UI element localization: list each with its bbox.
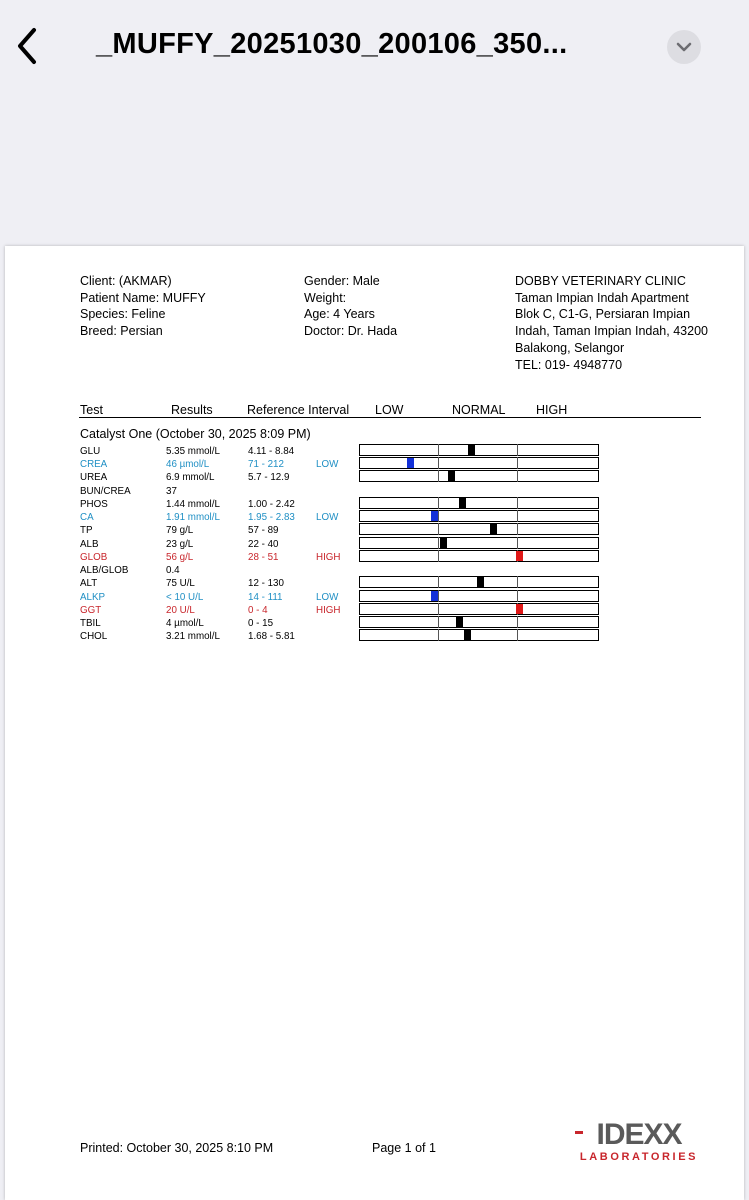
gauge-low-boundary	[438, 523, 439, 535]
options-button[interactable]	[667, 30, 701, 64]
back-chevron-icon[interactable]	[14, 26, 44, 66]
row-value-marker	[407, 458, 414, 468]
gauge-high-boundary	[517, 616, 518, 628]
row-range-gauge	[359, 550, 599, 562]
row-flag: LOW	[316, 512, 339, 523]
row-result: 46 µmol/L	[166, 459, 210, 470]
row-result: 37	[166, 486, 177, 497]
chevron-down-icon	[667, 30, 701, 64]
row-test-name: GLOB	[80, 552, 108, 563]
row-flag: LOW	[316, 459, 339, 470]
row-test-name: TP	[80, 525, 93, 536]
row-result: 75 U/L	[166, 578, 195, 589]
row-test-name: PHOS	[80, 499, 108, 510]
row-result: 23 g/L	[166, 539, 194, 550]
document-title: _MUFFY_20251030_200106_350...	[96, 28, 568, 60]
row-result: 6.9 mmol/L	[166, 472, 215, 483]
section-title: Catalyst One (October 30, 2025 8:09 PM)	[80, 427, 311, 441]
row-result: 3.21 mmol/L	[166, 631, 220, 642]
row-value-marker	[440, 538, 447, 548]
row-test-name: ALKP	[80, 592, 106, 603]
row-test-name: GLU	[80, 446, 101, 457]
row-reference: 5.7 - 12.9	[248, 472, 290, 483]
gauge-low-boundary	[438, 576, 439, 588]
logo-wordmark: IDEXX	[596, 1118, 682, 1151]
row-range-gauge	[359, 497, 599, 509]
column-header-results: Results	[171, 403, 213, 417]
row-test-name: TBIL	[80, 618, 101, 629]
row-test-name: CA	[80, 512, 94, 523]
gauge-low-boundary	[438, 457, 439, 469]
species: Species: Feline	[80, 307, 166, 322]
row-result: 1.44 mmol/L	[166, 499, 220, 510]
row-reference: 71 - 212	[248, 459, 284, 470]
clinic-address-line: Taman Impian Indah Apartment	[515, 290, 689, 305]
row-value-marker	[490, 524, 497, 534]
row-range-gauge	[359, 603, 599, 615]
client-info	[80, 273, 206, 340]
row-result: 56 g/L	[166, 552, 194, 563]
age: Age: 4 Years	[304, 307, 375, 322]
gauge-low-boundary	[438, 629, 439, 641]
row-flag: HIGH	[316, 605, 341, 616]
row-value-marker	[477, 577, 484, 587]
gauge-high-boundary	[517, 629, 518, 641]
gauge-low-boundary	[438, 444, 439, 456]
row-test-name: GGT	[80, 605, 102, 616]
row-range-gauge	[359, 470, 599, 482]
clinic-phone: TEL: 019- 4948770	[515, 357, 623, 372]
row-range-gauge	[359, 510, 599, 522]
column-header-normal: NORMAL	[452, 403, 506, 417]
row-flag: LOW	[316, 592, 339, 603]
gauge-high-boundary	[517, 470, 518, 482]
gauge-low-boundary	[438, 603, 439, 615]
row-value-marker	[456, 617, 463, 627]
gauge-high-boundary	[517, 457, 518, 469]
gauge-high-boundary	[517, 576, 518, 588]
gauge-high-boundary	[517, 537, 518, 549]
row-value-marker	[431, 511, 438, 521]
row-range-gauge	[359, 576, 599, 588]
row-reference: 12 - 130	[248, 578, 284, 589]
row-value-marker	[448, 471, 455, 481]
row-range-gauge	[359, 457, 599, 469]
idexx-logo	[575, 1118, 703, 1164]
breed: Breed: Persian	[80, 324, 163, 339]
row-value-marker	[468, 445, 475, 455]
row-range-gauge	[359, 444, 599, 456]
row-result: 0.4	[166, 565, 180, 576]
column-header-test: Test	[80, 403, 103, 417]
row-range-gauge	[359, 616, 599, 628]
top-bar	[0, 0, 749, 95]
clinic-address-line: Blok C, C1-G, Persiaran Impian	[515, 307, 691, 322]
doctor: Doctor: Dr. Hada	[304, 324, 398, 339]
row-range-gauge	[359, 590, 599, 602]
row-result: 20 U/L	[166, 605, 195, 616]
logo-subtitle: LABORATORIES	[579, 1151, 699, 1163]
row-test-name: BUN/CREA	[80, 486, 131, 497]
clinic-address-line: Balakong, Selangor	[515, 340, 625, 355]
row-test-name: CREA	[80, 459, 108, 470]
row-reference: 14 - 111	[248, 592, 283, 603]
row-test-name: ALB/GLOB	[80, 565, 129, 576]
row-flag: HIGH	[316, 552, 341, 563]
row-range-gauge	[359, 629, 599, 641]
row-reference: 4.11 - 8.84	[248, 446, 295, 457]
column-header-low: LOW	[375, 403, 404, 417]
row-result: 79 g/L	[166, 525, 194, 536]
column-header-high: HIGH	[536, 403, 568, 417]
clinic-address-line: Indah, Taman Impian Indah, 43200	[515, 324, 708, 339]
row-value-marker	[516, 604, 523, 614]
report-page	[5, 246, 744, 1200]
row-reference: 0 - 4	[248, 605, 268, 616]
page-number: Page 1 of 1	[372, 1141, 436, 1155]
row-test-name: ALT	[80, 578, 98, 589]
header-divider	[79, 417, 701, 418]
weight: Weight:	[304, 290, 347, 305]
row-test-name: UREA	[80, 472, 108, 483]
row-range-gauge	[359, 523, 599, 535]
row-reference: 28 - 51	[248, 552, 279, 563]
gauge-low-boundary	[438, 497, 439, 509]
gauge-low-boundary	[438, 510, 439, 522]
client-name: Client: (AKMAR)	[80, 274, 172, 288]
gauge-low-boundary	[438, 550, 439, 562]
gauge-high-boundary	[517, 497, 518, 509]
gauge-high-boundary	[517, 510, 518, 522]
row-result: 4 µmol/L	[166, 618, 204, 629]
gender: Gender: Male	[304, 274, 380, 288]
row-test-name: ALB	[80, 539, 99, 550]
row-value-marker	[464, 630, 471, 640]
patient-name: Patient Name: MUFFY	[80, 290, 206, 305]
row-value-marker	[431, 591, 438, 601]
row-reference: 0 - 15	[248, 618, 274, 629]
row-range-gauge	[359, 537, 599, 549]
row-result: 5.35 mmol/L	[166, 446, 220, 457]
row-value-marker	[459, 498, 466, 508]
row-reference: 22 - 40	[248, 539, 279, 550]
logo-red-bar	[575, 1131, 583, 1134]
gauge-high-boundary	[517, 444, 518, 456]
row-reference: 57 - 89	[248, 525, 279, 536]
row-reference: 1.00 - 2.42	[248, 499, 295, 510]
gauge-low-boundary	[438, 616, 439, 628]
row-value-marker	[516, 551, 523, 561]
row-test-name: CHOL	[80, 631, 108, 642]
row-result: 1.91 mmol/L	[166, 512, 220, 523]
column-header-reference: Reference Interval	[247, 403, 350, 417]
gauge-low-boundary	[438, 470, 439, 482]
clinic-name: DOBBY VETERINARY CLINIC	[515, 274, 686, 288]
row-result: < 10 U/L	[166, 592, 204, 603]
row-reference: 1.68 - 5.81	[248, 631, 295, 642]
gauge-high-boundary	[517, 590, 518, 602]
printed-date: Printed: October 30, 2025 8:10 PM	[80, 1141, 274, 1155]
row-reference: 1.95 - 2.83	[248, 512, 295, 523]
gauge-high-boundary	[517, 523, 518, 535]
clinic-info	[515, 273, 708, 373]
gauge-low-boundary	[438, 590, 439, 602]
pet-info	[304, 273, 397, 340]
